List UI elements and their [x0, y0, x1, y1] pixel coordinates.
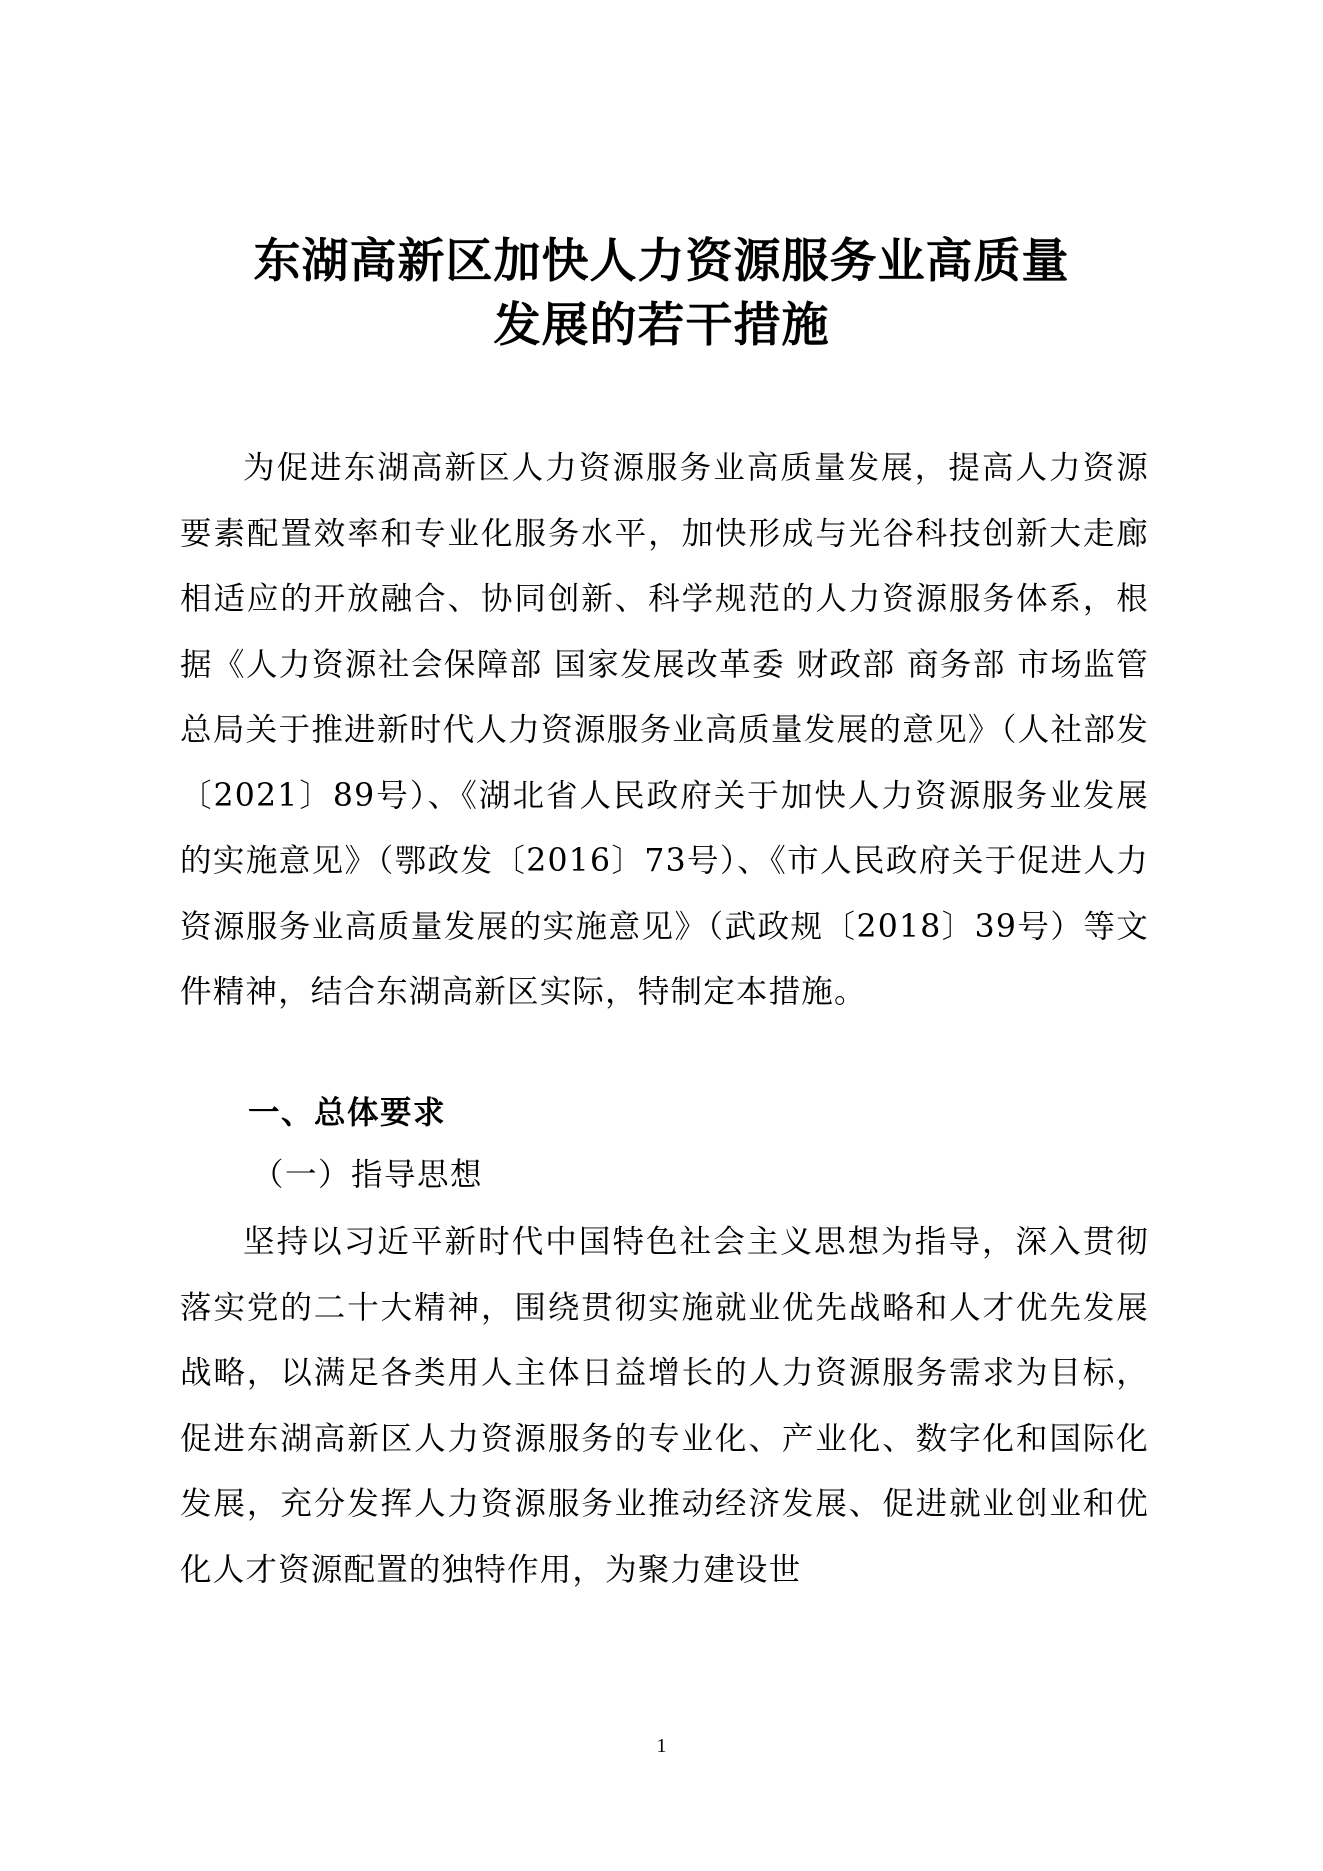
page-number: 1 [656, 1735, 667, 1757]
document-title [180, 230, 1143, 358]
title-line-2: 发展的若干措施 [493, 298, 830, 353]
subsection-heading-guiding-ideology: （一）指导思想 [252, 1157, 484, 1193]
intro-paragraph: 为促进东湖高新区人力资源服务业高质量发展，提高人力资源要素配置效率和专业化服务水平，加快形成与光谷科技创新大走廊相适应的开放融合、协同创新、科学规范的人力资源服务体系，根据《人力资源社会保障部 国家发展改革委 财政部 商务部 市场监管总局关于推进新时代人力资源服务业高质量发展的意见》（人社部发〔2021〕89号）、《湖北省人民政府关于加快人力资源服务业发展的实施意见》（鄂政发〔2016〕73号）、《市人民政府关于促进人力资源服务业高质量发展的实施意见》（武政规〔2018〕39号）等文件精神，结合东湖高新区实际，特制定本措施。 [180, 450, 1149, 1010]
intro-section [180, 436, 1149, 1026]
title-line-1: 东湖高新区加快人力资源服务业高质量 [253, 234, 1070, 289]
guiding-section [180, 1210, 1149, 1603]
guiding-paragraph: 坚持以习近平新时代中国特色社会主义思想为指导，深入贯彻落实党的二十大精神，围绕贯彻实施就业优先战略和人才优先发展战略，以满足各类用人主体日益增长的人力资源服务需求为目标，促进东湖高新区人力资源服务的专业化、产业化、数字化和国际化发展，充分发挥人力资源服务业推动经济发展、促进就业创业和优化人才资源配置的独特作用，为聚力建设世 [180, 1224, 1149, 1588]
section-heading-general-requirements: 一、总体要求 [248, 1095, 447, 1131]
